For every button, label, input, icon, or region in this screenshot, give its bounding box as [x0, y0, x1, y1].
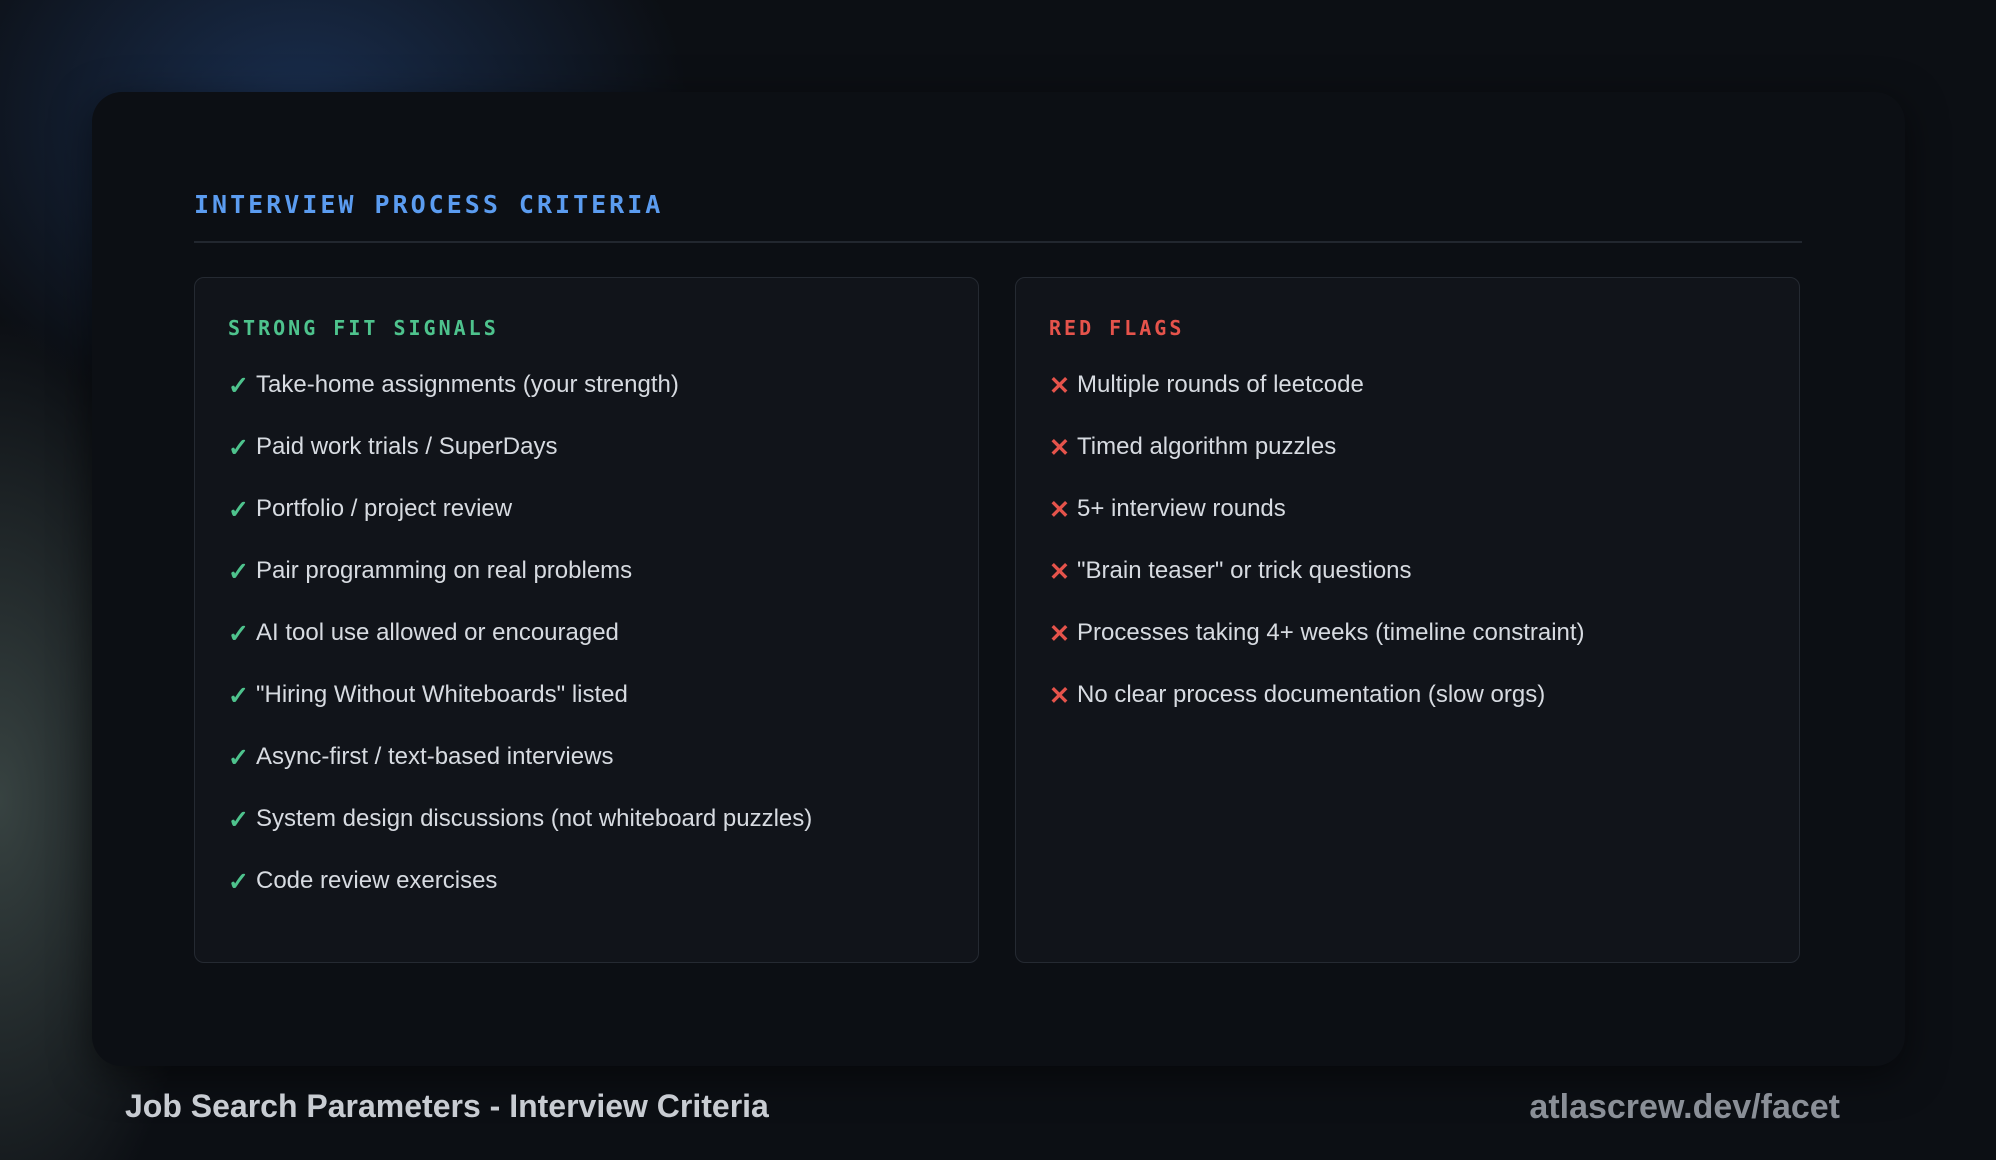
- list-item-label: Multiple rounds of leetcode: [1077, 371, 1364, 398]
- list-item: [228, 433, 812, 495]
- red-flags-heading: RED FLAGS: [1049, 316, 1185, 340]
- check-icon: ✓: [228, 744, 249, 772]
- criteria-card: [92, 92, 1905, 1066]
- list-item-label: "Hiring Without Whiteboards" listed: [256, 681, 628, 708]
- page-title: INTERVIEW PROCESS CRITERIA: [194, 190, 664, 219]
- red-flags-list: [1049, 371, 1585, 743]
- list-item-label: Take-home assignments (your strength): [256, 371, 679, 398]
- list-item: [228, 557, 812, 619]
- list-item: [1049, 495, 1585, 557]
- list-item-label: Async-first / text-based interviews: [256, 743, 614, 770]
- list-item-label: System design discussions (not whiteboard puzzles): [256, 805, 813, 832]
- list-item-label: Pair programming on real problems: [256, 557, 633, 584]
- list-item: [1049, 619, 1585, 681]
- check-icon: ✓: [228, 372, 249, 400]
- list-item: [228, 495, 812, 557]
- x-icon: ✕: [1049, 620, 1070, 648]
- x-icon: ✕: [1049, 372, 1070, 400]
- list-item-label: Paid work trials / SuperDays: [256, 433, 558, 460]
- x-icon: ✕: [1049, 496, 1070, 524]
- strong-fit-panel: [194, 277, 979, 963]
- list-item-label: "Brain teaser" or trick questions: [1077, 557, 1412, 584]
- list-item-label: Code review exercises: [256, 867, 498, 894]
- x-icon: ✕: [1049, 434, 1070, 462]
- list-item: [228, 619, 812, 681]
- list-item: [228, 805, 812, 867]
- check-icon: ✓: [228, 496, 249, 524]
- list-item-label: AI tool use allowed or encouraged: [256, 619, 619, 646]
- check-icon: ✓: [228, 620, 249, 648]
- footer-url[interactable]: atlascrew.dev/facet: [1529, 1088, 1840, 1126]
- footer-caption: Job Search Parameters - Interview Criteria: [125, 1088, 769, 1124]
- check-icon: ✓: [228, 434, 249, 462]
- strong-fit-heading: STRONG FIT SIGNALS: [228, 316, 499, 340]
- list-item: [1049, 371, 1585, 433]
- list-item: [1049, 557, 1585, 619]
- check-icon: ✓: [228, 868, 249, 896]
- list-item: [228, 371, 812, 433]
- x-icon: ✕: [1049, 682, 1070, 710]
- strong-fit-list: [228, 371, 812, 929]
- list-item: [1049, 681, 1585, 743]
- list-item-label: Processes taking 4+ weeks (timeline constraint): [1077, 619, 1585, 646]
- list-item-label: No clear process documentation (slow orgs): [1077, 681, 1546, 708]
- check-icon: ✓: [228, 806, 249, 834]
- list-item: [1049, 433, 1585, 495]
- check-icon: ✓: [228, 558, 249, 586]
- check-icon: ✓: [228, 682, 249, 710]
- list-item-label: 5+ interview rounds: [1077, 495, 1286, 522]
- list-item-label: Portfolio / project review: [256, 495, 513, 522]
- list-item: [228, 681, 812, 743]
- list-item: [228, 867, 812, 929]
- red-flags-panel: [1015, 277, 1800, 963]
- list-item: [228, 743, 812, 805]
- list-item-label: Timed algorithm puzzles: [1077, 433, 1337, 460]
- x-icon: ✕: [1049, 558, 1070, 586]
- divider: [194, 241, 1802, 243]
